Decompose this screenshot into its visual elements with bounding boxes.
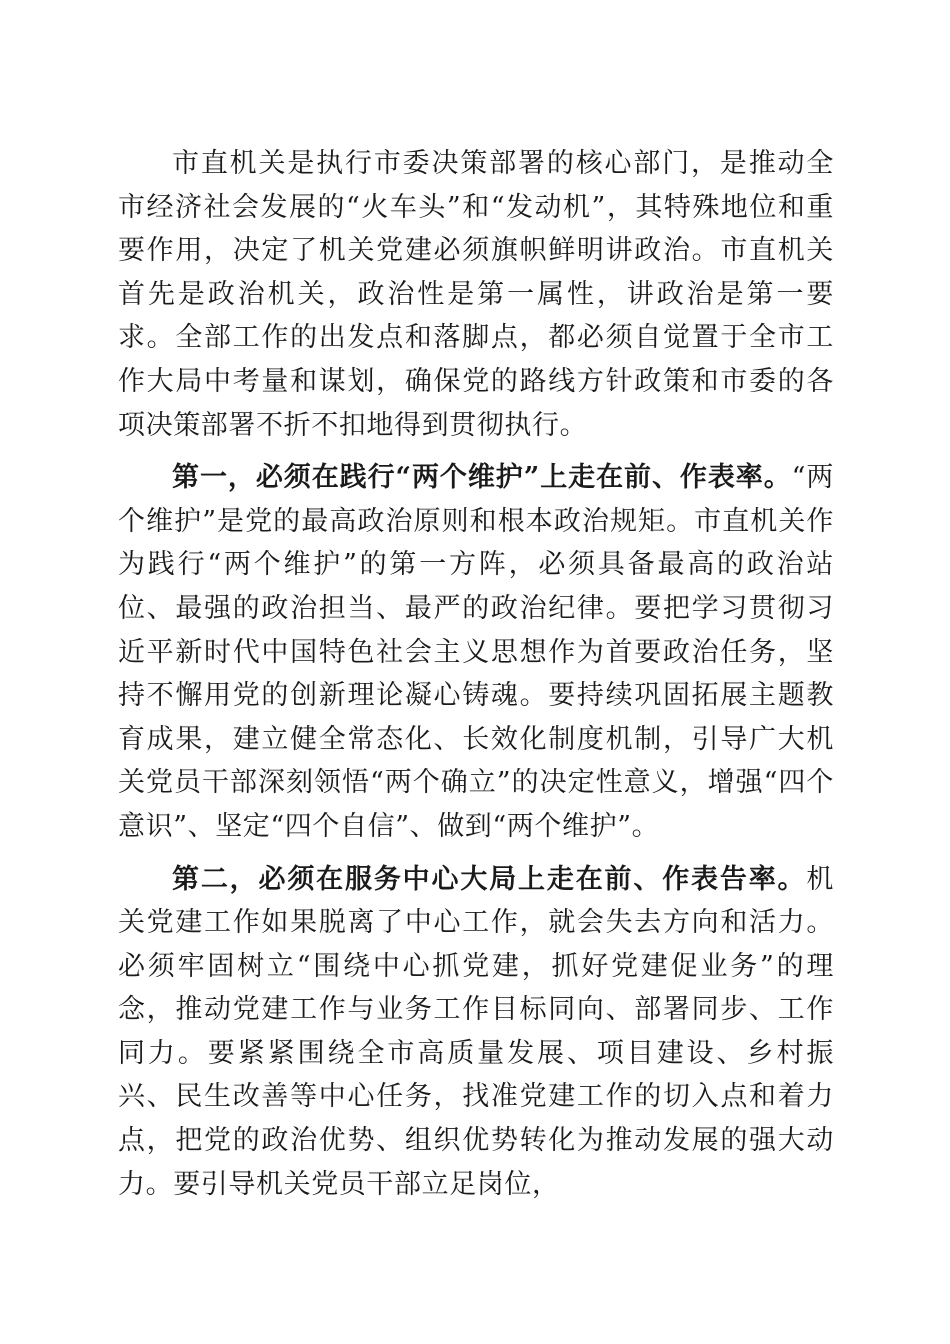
paragraph-lead: 第一，必须在践行“两个维护”上走在前、作表率。: [172, 462, 792, 494]
paragraph-text: 机关党建工作如果脱离了中心工作，就会失去方向和活力。必须牢固树立“围绕中心抓党建，抓好党建促业务”的理念，推动党建工作与业务工作目标同向、部署同步、工作同力。要紧紧围绕全市高质量发展、项目建设、乡村振兴、民生改善等中心任务，找准党建工作的切入点和着力点，把党的政治优势、组织优势转化为推动发展的强大动力。要引导机关党员干部立足岗位，: [118, 863, 834, 1200]
paragraph-intro: [118, 142, 834, 447]
paragraph-lead: 第二，必须在服务中心大局上走在前、作表告率。: [172, 863, 807, 895]
paragraph-text: 市直机关是执行市委决策部署的核心部门，是推动全市经济社会发展的“火车头”和“发动机”，其特殊地位和重要作用，决定了机关党建必须旗帜鲜明讲政治。市直机关首先是政治机关，政治性是第一属性，讲政治是第一要求。全部工作的出发点和落脚点，都必须自觉置于全市工作大局中考量和谋划，确保党的路线方针政策和市委的各项决策部署不折不扣地得到贯彻执行。: [118, 148, 834, 441]
document-body: [118, 142, 834, 1215]
paragraph-first-point: [118, 456, 834, 848]
paragraph-second-point: [118, 858, 834, 1207]
paragraph-text: “两个维护”是党的最高政治原则和根本政治规矩。市直机关作为践行“两个维护”的第一方阵，必须具备最高的政治站位、最强的政治担当、最严的政治纪律。要把学习贯彻习近平新时代中国特色社会主义思想作为首要政治任务，坚持不懈用党的创新理论凝心铸魂。要持续巩固拓展主题教育成果，建立健全常态化、长效化制度机制，引导广大机关党员干部深刻领悟“两个确立”的决定性意义，增强“四个意识”、坚定“四个自信”、做到“两个维护”。: [118, 462, 834, 842]
